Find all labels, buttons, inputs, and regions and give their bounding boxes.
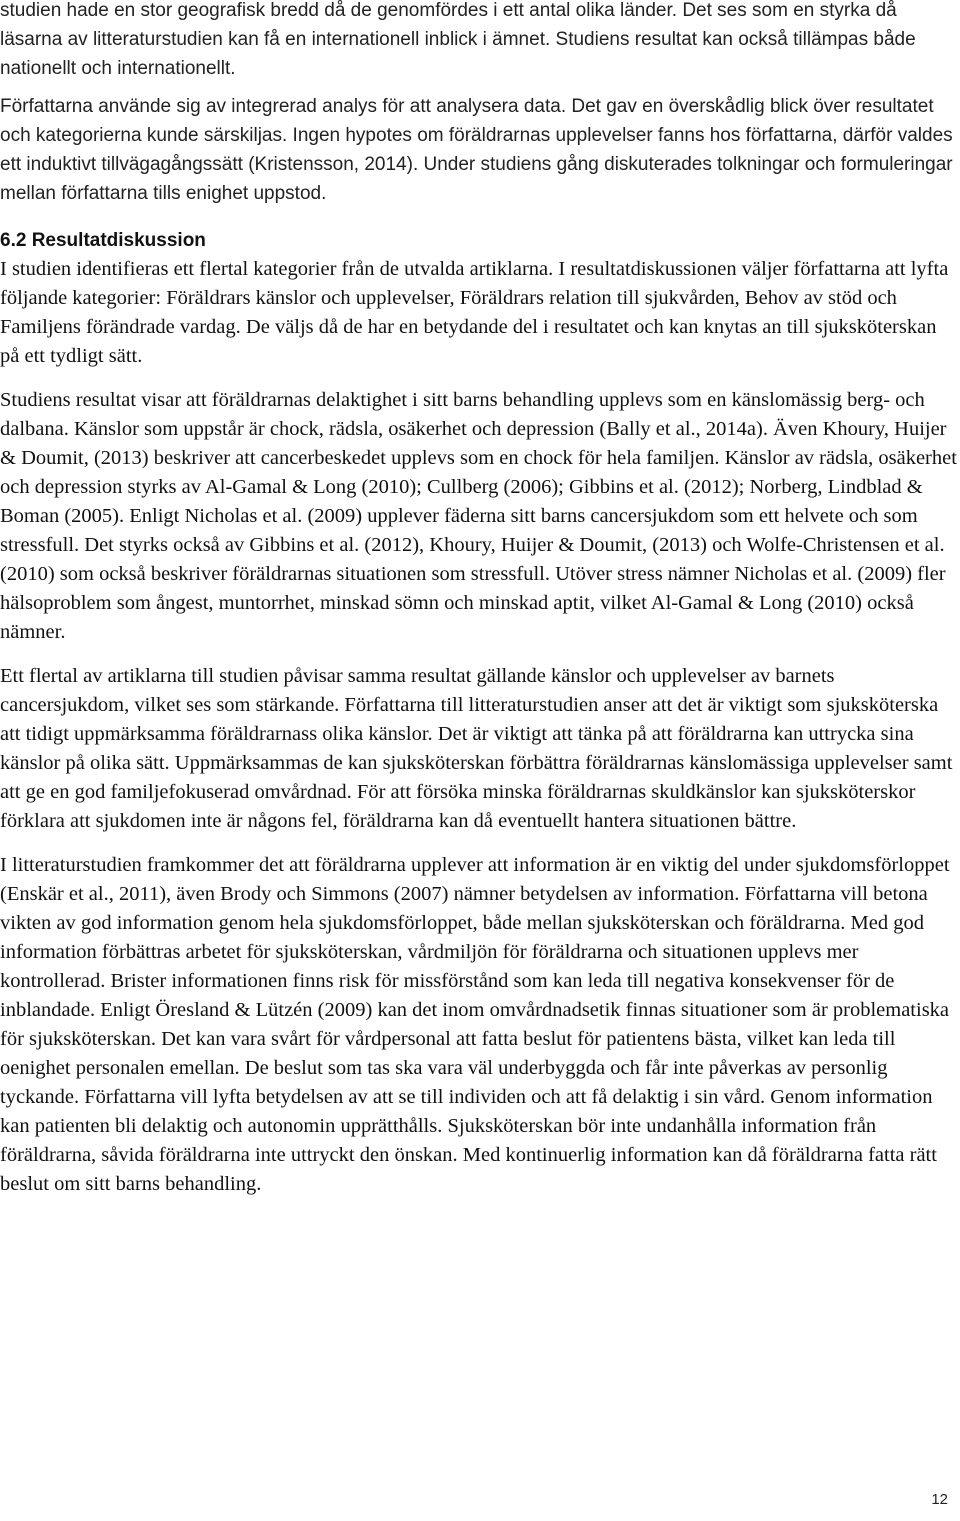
result-paragraph-4: I litteraturstudien framkommer det att föräldrarna upplever att information är en viktig del under sjukdomsförloppet (Enskär et al., 2011), även Brody och Simmons (2007) nämner betydelsen av information. Författarna vill betona vikten av god information genom hela sjukdomsförloppet, både mellan sjuksköterskan och föräldrarna. Med god information förbättras arbetet för sjuksköterskan, vårdmiljön för föräldrarna och situationen upplevs mer kontrollerad. Brister informationen finns risk för missförstånd som kan leda till negativa konsekvenser för de inblandade. Enligt Öresland & Lützén (2009) kan det inom omvårdnadsetik finnas situationer som är problematiska för sjuksköterskan. Det kan vara svårt för vårdpersonal att fatta beslut för patientens bästa, vilket kan leda till oenighet personalen emellan. De beslut som tas ska vara väl underbyggda och får inte påverkas av personlig tyckande. Författarna vill lyfta betydelsen av att se till individen och att få delaktig i sin vård. Genom information kan patienten bli delaktig och autonomin upprätthålls. Sjuksköterskan bör inte undanhålla information från föräldrarna, såvida föräldrarna inte uttryckt den önskan. Med kontinuerlig information kan då föräldrarna fatta rätt beslut om sitt barns behandling. — [0, 854, 950, 1195]
section-heading — [0, 226, 958, 255]
section-number: 6.2 — [0, 230, 27, 251]
intro-paragraph-1: studien hade en stor geografisk bredd då de genomfördes i ett antal olika länder. Det ses som en styrka då läsarna av litteraturstudien kan få en internationell inblick i ämnet. Studiens resultat kan också tillämpas både nationellt och internationellt. — [0, 0, 916, 79]
section-title: Resultatdiskussion — [31, 230, 206, 251]
result-paragraph-3: Ett flertal av artiklarna till studien påvisar samma resultat gällande känslor och upplevelser av barnets cancersjukdom, vilket ses som stärkande. Författarna till litteraturstudien anser att det är viktigt som sjuksköterska att tidigt uppmärksamma föräldrarnass olika känslor. Det är viktigt att tänka på att föräldrarna kan uttrycka sina känslor på olika sätt. Uppmärksammas de kan sjuksköterskan förbättra föräldrarnas känslomässiga upplevelser samt att ge en god familjefokuserad omvårdnad. För att försöka minska föräldrarnas skuldkänslor kan sjuksköterskor förklara att sjukdomen inte är någons fel, föräldrarna kan då eventuellt hantera situationen bättre. — [0, 665, 953, 832]
intro-paragraph-2: Författarna använde sig av integrerad analys för att analysera data. Det gav en överskådlig blick över resultatet och kategorierna kunde särskiljas. Ingen hypotes om föräldrarnas upplevelser fanns hos författarna, därför valdes ett induktivt tillvägagångssätt (Kristensson, 2014). Under studiens gång diskuterades tolkningar och formuleringar mellan författarna tills enighet uppstod. — [0, 96, 953, 204]
page-number: 12 — [931, 1491, 948, 1508]
result-paragraph-2: Studiens resultat visar att föräldrarnas delaktighet i sitt barns behandling upplevs som en känslomässig berg- och dalbana. Känslor som uppstår är chock, rädsla, osäkerhet och depression (Bally et al., 2014a). Även Khoury, Huijer & Doumit, (2013) beskriver att cancerbeskedet upplevs som en chock för hela familjen. Känslor av rädsla, osäkerhet och depression styrks av Al-Gamal & Long (2010); Cullberg (2006); Gibbins et al. (2012); Norberg, Lindblad & Boman (2005). Enligt Nicholas et al. (2009) upplever fäderna sitt barns cancersjukdom som ett helvete och som stressfull. Det styrks också av Gibbins et al. (2012), Khoury, Huijer & Doumit, (2013) och Wolfe-Christensen et al. (2010) som också beskriver föräldrarnas situationen som stressfull. Utöver stress nämner Nicholas et al. (2009) fler hälsoproblem som ångest, muntorrhet, minskad sömn och minskad aptit, vilket Al-Gamal & Long (2010) också nämner. — [0, 389, 957, 643]
result-paragraph-1: I studien identifieras ett flertal kategorier från de utvalda artiklarna. I resultatdiskussionen väljer författarna att lyfta följande kategorier: Föräldrars känslor och upplevelser, Föräldrars relation till sjukvården, Behov av stöd och Familjens förändrade vardag. De väljs då de har en betydande del i resultatet och kan knytas an till sjuksköterskan på ett tydligt sätt. — [0, 258, 949, 367]
